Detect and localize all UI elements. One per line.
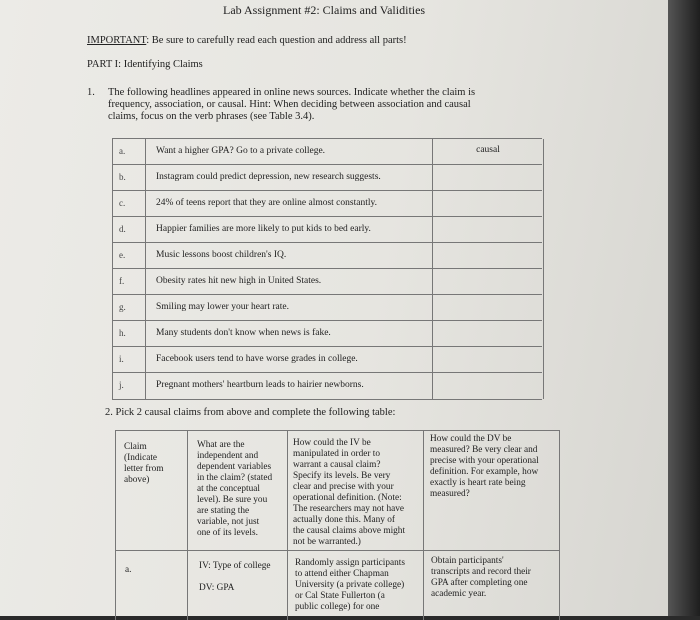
- claim-text: Smiling may lower your heart rate.: [156, 302, 289, 312]
- claim-answer: causal: [476, 145, 500, 155]
- question-1-number: 1.: [87, 87, 95, 98]
- claims-row: [112, 372, 542, 400]
- response-dv[interactable]: DV: GPA: [199, 583, 235, 593]
- claim-answer-cell[interactable]: [432, 373, 544, 399]
- claims-row: [112, 242, 542, 269]
- header-claim: Claim (Indicate letter from above): [124, 442, 164, 485]
- claims-table: [112, 138, 542, 400]
- claim-answer-cell[interactable]: [432, 269, 544, 295]
- claim-letter: b.: [119, 172, 126, 182]
- claims-row: [112, 320, 542, 347]
- claim-letter: a.: [119, 146, 126, 156]
- claim-answer-cell[interactable]: [432, 191, 544, 217]
- document-title: Lab Assignment #2: Claims and Validities: [223, 3, 426, 17]
- claim-answer-cell[interactable]: [432, 321, 544, 347]
- claim-letter: j.: [119, 380, 124, 390]
- header-manipulation: How could the IV be manipulated in order to warrant a causal claim? Specify its levels. Be very clear and precise with your operational definition. (Note: The researchers may not have actually done this. Many of the causal claims above might not be warranted.): [293, 438, 406, 547]
- question-1-line-2: frequency, association, or causal. Hint: When deciding between association and causal: [108, 99, 471, 110]
- claim-text: Many students don't know when news is fake.: [156, 328, 331, 338]
- claim-letter: i.: [119, 354, 124, 364]
- claim-letter: h.: [119, 328, 126, 338]
- claim-answer-cell[interactable]: [432, 295, 544, 321]
- question-1-line-3: claims, focus on the verb phrases (see Table 3.4).: [108, 111, 315, 122]
- causal-claims-table: [115, 430, 560, 620]
- claim-answer-cell[interactable]: [432, 217, 544, 243]
- claim-answer-cell[interactable]: [432, 347, 544, 373]
- response-manipulation[interactable]: Randomly assign participants to attend either Chapman University (a private college) or Cal State Fullerton (a public college) for one: [295, 558, 405, 612]
- header-variables: What are the independent and dependent variables in the claim? (stated at the conceptual level). Be sure you are stating the variable, not just one of its levels.: [197, 440, 273, 538]
- claims-row: [112, 268, 542, 295]
- claims-row: [112, 190, 542, 217]
- header-measurement: How could the DV be measured? Be very clear and precise with your operational definition. For example, how exactly is heart rate being measured?: [430, 434, 539, 499]
- claim-letter: e.: [119, 250, 126, 260]
- part-heading: PART I: Identifying Claims: [87, 59, 203, 70]
- important-text: : Be sure to carefully read each question and address all parts!: [146, 35, 407, 46]
- question-1-line-1: The following headlines appeared in online news sources. Indicate whether the claim is: [108, 87, 476, 98]
- claim-letter: c.: [119, 198, 126, 208]
- claims-row: [112, 294, 542, 321]
- claim-text: Music lessons boost children's IQ.: [156, 250, 287, 260]
- claim-text: Obesity rates hit new high in United States.: [156, 276, 322, 286]
- claim-answer-cell[interactable]: [432, 139, 544, 165]
- response-iv[interactable]: IV: Type of college: [199, 561, 271, 571]
- claims-row: [112, 138, 542, 165]
- question-2-text: 2. Pick 2 causal claims from above and complete the following table:: [105, 407, 396, 418]
- claims-row: [112, 164, 542, 191]
- response-claim-letter[interactable]: a.: [125, 565, 132, 575]
- response-measurement[interactable]: Obtain participants' transcripts and record their GPA after completing one academic year.: [431, 556, 531, 599]
- claim-answer-cell[interactable]: [432, 243, 544, 269]
- claim-letter: f.: [119, 276, 125, 286]
- important-note: [87, 34, 407, 47]
- claim-text: Pregnant mothers' heartburn leads to hairier newborns.: [156, 380, 364, 390]
- claim-letter: g.: [119, 302, 126, 312]
- claims-row: [112, 216, 542, 243]
- claim-text: Facebook users tend to have worse grades in college.: [156, 354, 358, 364]
- claim-answer-cell[interactable]: [432, 165, 544, 191]
- important-label: IMPORTANT: [87, 35, 147, 46]
- claim-text: Want a higher GPA? Go to a private college.: [156, 146, 326, 156]
- claim-text: 24% of teens report that they are online almost constantly.: [156, 198, 377, 208]
- claim-text: Instagram could predict depression, new research suggests.: [156, 172, 381, 182]
- claim-letter: d.: [119, 224, 126, 234]
- claim-text: Happier families are more likely to put kids to bed early.: [156, 224, 371, 234]
- background-edge: [668, 0, 700, 616]
- claims-row: [112, 346, 542, 373]
